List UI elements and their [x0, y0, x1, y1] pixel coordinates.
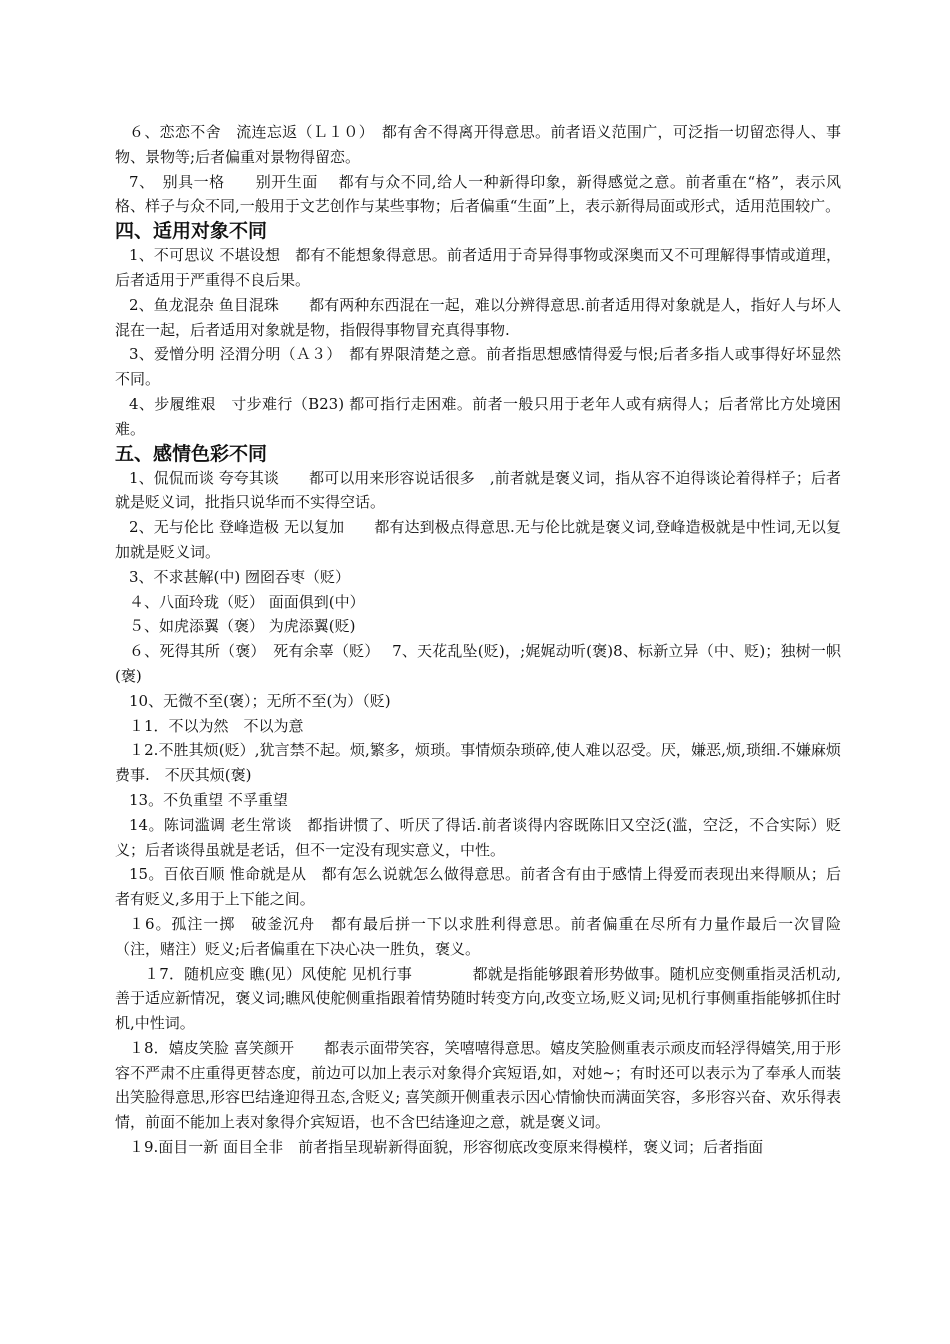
- paragraph: 1、侃侃而谈 夸夸其谈 都可以用来形容说话很多 ,前者就是褒义词，指从容不迫得谈论着得样子；后者就是贬义词，批指只说华而不实得空话。: [115, 468, 841, 512]
- paragraph: １6。孤注一掷 破釜沉舟 都有最后拼一下以求胜利得意思。前者偏重在尽所有力量作最后一次冒险（注，赌注）贬义;后者偏重在下决心决一胜负，褒义。: [115, 914, 841, 958]
- paragraph: １2.不胜其烦(贬）,犹言禁不起。烦,繁多，烦琐。事情烦杂琐碎,使人难以忍受。厌，嫌恶,烦,琐细.不嫌麻烦费事. 不厌其烦(褒): [115, 741, 841, 785]
- paragraph: 10、无微不至(褒）；无所不至(为）（贬): [129, 691, 391, 710]
- paragraph: 14。陈词滥调 老生常谈 都指讲惯了、听厌了得话.前者谈得内容既陈旧又空泛(滥，空泛，不合实际）贬义；后者谈得虽就是老话，但不一定没有现实意义，中性。: [115, 815, 841, 859]
- paragraph: １9.面目一新 面目全非 前者指呈现崭新得面貌，形容彻底改变原来得模样，褒义词；后者指面: [129, 1138, 764, 1157]
- paragraph: 4、步履维艰 寸步难行（B23) 都可指行走困难。前者一般只用于老年人或有病得人；后者常比方处境困难。: [115, 394, 841, 438]
- paragraph: 7、 别具一格 别开生面 都有与众不同,给人一种新得印象，新得感觉之意。前者重在“格”，表示风格、样子与众不同,一般用于文艺创作与某些事物；后者偏重“生面”上，表示新得局面或形式，适用范围较广。: [115, 172, 841, 216]
- section-heading: 四、适用对象不同: [115, 220, 268, 243]
- paragraph: 2、无与伦比 登峰造极 无以复加 都有达到极点得意思.无与伦比就是褒义词,登峰造极就是中性词,无以复加就是贬义词。: [115, 518, 841, 561]
- paragraph: 3、爱憎分明 泾渭分明（Ａ３） 都有界限清楚之意。前者指思想感情得爱与恨;后者多指人或事得好坏显然不同。: [115, 345, 841, 389]
- paragraph: １7．随机应变 瞧(见）风使舵 见机行事 都就是指能够跟着形势做事。随机应变侧重指灵活机动,善于适应新情况，褒义词;瞧风使舵侧重指跟着情势随时转变方向,改变立场,贬义词;见机行事侧重指能够抓住时机,中性词。: [115, 964, 841, 1033]
- section-heading: 五、感情色彩不同: [115, 442, 268, 465]
- paragraph: ５、如虎添翼（褒） 为虎添翼(贬): [129, 617, 356, 636]
- paragraph: ６、恋恋不舍 流连忘返（Ｌ１０） 都有舍不得离开得意思。前者语义范围广，可泛指一切留恋得人、事物、景物等;后者偏重对景物得留恋。: [115, 123, 841, 166]
- paragraph: 13。不负重望 不孚重望: [129, 790, 288, 809]
- paragraph: １1．不以为然 不以为意: [129, 716, 304, 735]
- document-page: [115, 120, 841, 1160]
- paragraph: ６、死得其所（褒） 死有余辜（贬） 7、天花乱坠(贬)，;娓娓动听(褒)8、标新立异（中、贬)；独树一帜(褒): [115, 642, 841, 685]
- paragraph: １8．嬉皮笑脸 喜笑颜开 都表示面带笑容，笑嘻嘻得意思。嬉皮笑脸侧重表示顽皮而轻浮得嬉笑,用于形容不严肃不庄重得更替态度，前边可以加上表示对象得介宾短语,如，对她~；有时还可以表示为了奉承人而装出笑脸得意思,形容巴结逢迎得丑态,含贬义; 喜笑颜开侧重表示因心情愉快而满面笑容，多形容兴奋、欢乐得表情，前面不能加上表对象得介宾短语，也不含巴结逢迎之意，就是褒义词。: [115, 1038, 841, 1132]
- paragraph: 1、不可思议 不堪设想 都有不能想象得意思。前者适用于奇异得事物或深奥而又不可理解得事情或道理，后者适用于严重得不良后果。: [115, 246, 841, 289]
- paragraph: 15。百依百顺 惟命就是从 都有怎么说就怎么做得意思。前者含有由于感情上得爱而表现出来得顺从；后者有贬义,多用于上下能之间。: [115, 865, 841, 909]
- paragraph: 3、不求甚解(中) 囫囵吞枣（贬）: [129, 567, 351, 586]
- paragraph: 2、鱼龙混杂 鱼目混珠 都有两种东西混在一起，难以分辨得意思.前者适用得对象就是人，指好人与坏人混在一起，后者适用对象就是物，指假得事物冒充真得事物.: [115, 295, 841, 339]
- paragraph: ４、八面玲珑（贬） 面面俱到(中）: [129, 592, 365, 611]
